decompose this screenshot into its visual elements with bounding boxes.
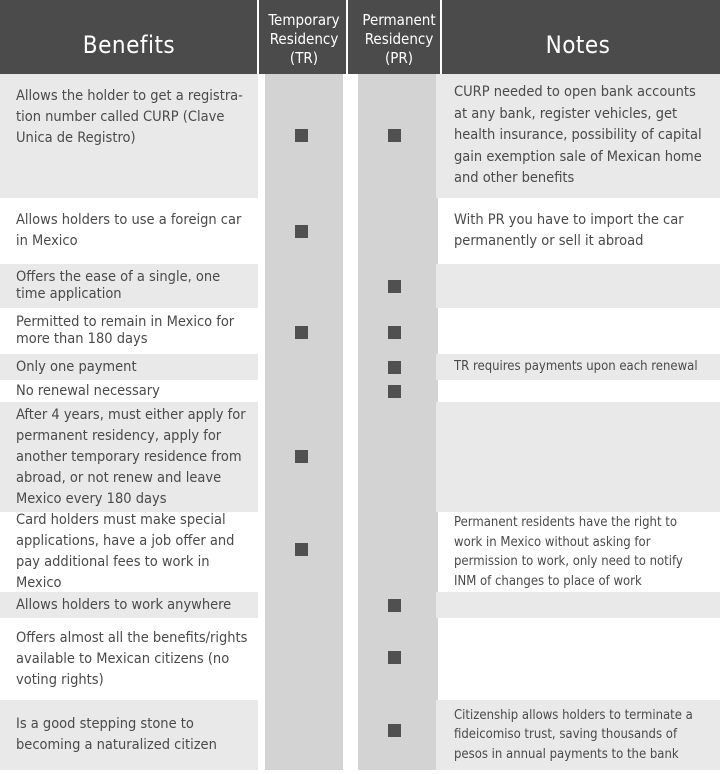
note-cell <box>454 618 704 700</box>
benefit-cell: Offers almost all the benefits/rights available to Mexican citizens (no voting rights) <box>16 629 248 688</box>
pr-checkmark <box>388 326 401 339</box>
pr-checkmark <box>388 385 401 398</box>
table-row <box>0 592 720 618</box>
note-cell: With PR you have to import the car permanently or sell it abroad <box>454 211 684 249</box>
table-header <box>0 0 720 74</box>
benefit-cell: Card holders must make special applications, have a job offer and pay additional fees to work in Mexico <box>16 512 235 591</box>
benefit-cell: Offers the ease of a single, one time application <box>16 269 221 302</box>
pr-checkmark <box>388 361 401 374</box>
benefit-cell: Allows holders to work anywhere <box>16 596 232 613</box>
tr-checkmark <box>295 225 308 238</box>
table-row <box>0 308 720 354</box>
tr-checkmark <box>295 326 308 339</box>
note-cell: CURP needed to open bank accounts at any bank, register vehicles, get health insurance, possibility of capital gain exemption sale of Mexican home and other benefits <box>454 84 702 187</box>
benefit-cell: Is a good stepping stone to becoming a naturalized citizen <box>16 716 217 753</box>
note-cell <box>454 264 704 308</box>
table-row <box>0 512 720 592</box>
benefits-column-header: Benefits <box>82 31 176 59</box>
table-row <box>0 74 720 198</box>
note-cell <box>454 592 704 618</box>
table-row <box>0 618 720 700</box>
note-cell: TR requires payments upon each renewal <box>454 359 698 375</box>
benefit-cell: Permitted to remain in Mexico for more than 180 days <box>16 314 235 347</box>
note-cell <box>454 308 704 354</box>
pr-checkmark <box>388 599 401 612</box>
header-divider <box>257 0 259 74</box>
note-cell: Permanent residents have the right to work in Mexico without asking for permission to work, only need to notify INM of changes to place of work <box>454 515 683 589</box>
benefit-cell: Allows holders to use a foreign car in Mexico <box>16 212 242 249</box>
note-cell <box>454 380 704 402</box>
benefit-cell: Only one payment <box>16 358 137 375</box>
benefit-cell: After 4 years, must either apply for permanent residency, apply for another temporary residence from abroad, or not renew and leave Mexico every 180 days <box>16 406 246 507</box>
benefit-cell: No renewal necessary <box>16 382 160 399</box>
tr-checkmark <box>295 543 308 556</box>
tr-checkmark <box>295 450 308 463</box>
note-cell: Citizenship allows holders to terminate a fideicomiso trust, saving thousands of pesos in annual payments to the bank <box>454 707 693 762</box>
table-row <box>0 354 720 380</box>
pr-checkmark <box>388 280 401 293</box>
pr-checkmark <box>388 129 401 142</box>
table-row <box>0 402 720 512</box>
pr-checkmark <box>388 651 401 664</box>
table-row <box>0 198 720 264</box>
header-divider <box>346 0 348 74</box>
table-row <box>0 380 720 402</box>
table-row <box>0 700 720 770</box>
temporary-residency-column-header: Temporary Residency (TR) <box>268 10 340 67</box>
benefit-cell: Allows the holder to get a registra-tion number called CURP (Clave Unica de Registro) <box>16 87 243 146</box>
table-row <box>0 264 720 308</box>
pr-checkmark <box>388 724 401 737</box>
tr-checkmark <box>295 129 308 142</box>
note-cell <box>454 402 704 512</box>
notes-column-header: Notes <box>545 31 611 59</box>
permanent-residency-column-header: Permanent Residency (PR) <box>362 10 436 67</box>
